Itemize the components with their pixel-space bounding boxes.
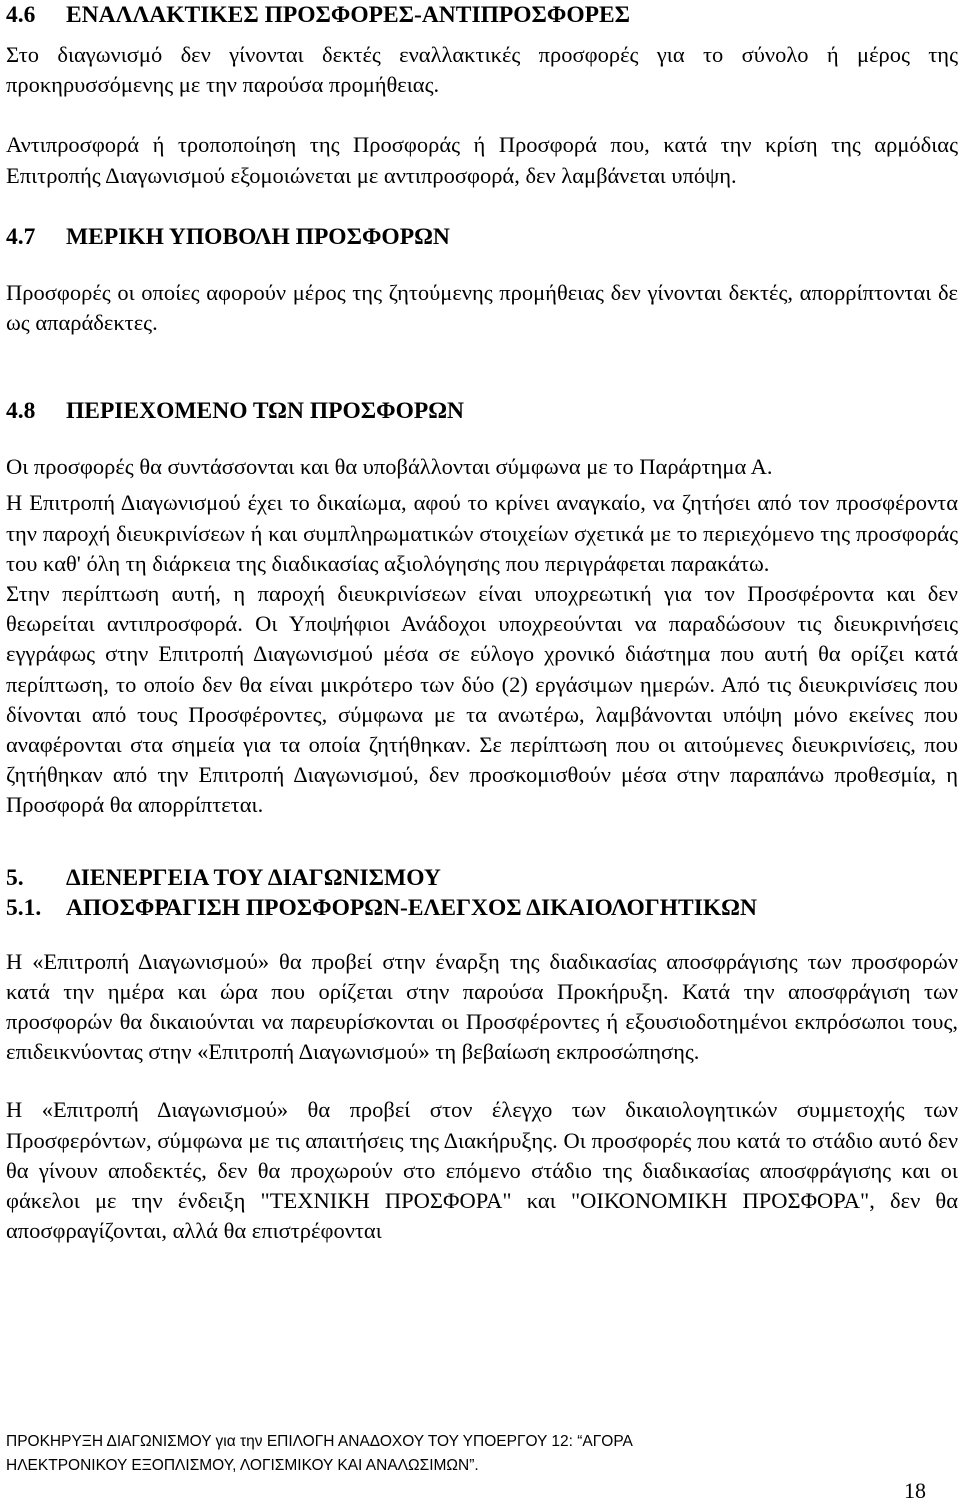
section-number: 4.7 [6, 223, 36, 250]
section-4-8-heading [6, 396, 958, 426]
section-4-7-heading [6, 222, 958, 252]
section-title: ΑΠΟΣΦΡΑΓΙΣΗ ΠΡΟΣΦΟΡΩΝ-ΕΛΕΓΧΟΣ ΔΙΚΑΙΟΛΟΓΗΤΙΚΩΝ [66, 894, 757, 921]
paragraph: Προσφορές οι οποίες αφορούν μέρος της ζητούμενης προμήθειας δεν γίνονται δεκτές, απορρίπτονται δε ως απαράδεκτες. [6, 279, 958, 336]
paragraph: Η Επιτροπή Διαγωνισμού έχει το δικαίωμα, αφού το κρίνει αναγκαίο, να ζητήσει από τον προσφέροντα την παροχή διευκρινίσεων ή και συμπληρωματικών στοιχείων σχετικά με το περιεχόμενο της προσφοράς του καθ' όλη τη διάρκεια της διαδικασίας αξιολόγησης που περιγράφεται παρακάτω. [6, 490, 958, 576]
document-page [6, 0, 958, 1246]
footer-line: ΗΛΕΚΤΡΟΝΙΚΟΥ ΕΞΟΠΛΙΣΜΟΥ, ΛΟΓΙΣΜΙΚΟΥ ΚΑΙ ΑΝΑΛΩΣΙΜΩΝ”. [6, 1457, 479, 1474]
page-number: 18 [904, 1478, 926, 1503]
footer-line: ΠΡΟΚΗΡΥΞΗ ΔΙΑΓΩΝΙΣΜΟΥ για την ΕΠΙΛΟΓΗ ΑΝΑΔΟΧΟΥ ΤΟΥ ΥΠΟΕΡΓΟΥ 12: “ΑΓΟΡΑ [6, 1433, 633, 1450]
paragraph: Στην περίπτωση αυτή, η παροχή διευκρινίσεων είναι υποχρεωτική για τον Προσφέροντα και δεν θεωρείται αντιπροσφορά. Οι Υποψήφιοι Ανάδοχοι υποχρεούνται να παραδώσουν τις διευκρινήσεις εγγράφως στην Επιτροπή Διαγωνισμού μέσα σε εύλογο χρονικό διάστημα που αυτή θα ορίζει κατά περίπτωση, το οποίο δεν θα είναι μικρότερο των δύο (2) εργάσιμων ημερών. Από τις διευκρινίσεις που δίνονται από τους Προσφέροντες, σύμφωνα με τα ανωτέρω, λαμβάνονται υπόψη μόνο εκείνες που αναφέρονται στα σημεία για τα οποία ζητήθηκαν. Σε περίπτωση που οι αιτούμενες διευκρινίσεις, που ζητήθηκαν από την Επιτροπή Διαγωνισμού, δεν προσκομισθούν μέσα στην παραπάνω προθεσμία, η Προσφορά θα απορρίπτεται. [6, 581, 958, 818]
paragraph: Αντιπροσφορά ή τροποποίηση της Προσφοράς ή Προσφορά που, κατά την κρίση της αρμόδιας Επιτροπής Διαγωνισμού εξομοιώνεται με αντιπροσφορά, δεν λαμβάνεται υπόψη. [6, 132, 958, 188]
paragraph: Η «Επιτροπή Διαγωνισμού» θα προβεί στον έλεγχο των δικαιολογητικών συμμετοχής των Προσφερόντων, σύμφωνα με τις απαιτήσεις της Διακήρυξης. Οι προσφορές που κατά το στάδιο αυτό δεν θα γίνουν αποδεκτές, δεν θα προχωρούν στο επόμενο στάδιο της διαδικασίας αποσφράγισης και οι φάκελοι με την ένδειξη "ΤΕΧΝΙΚΗ ΠΡΟΣΦΟΡΑ" και "ΟΙΚΟΝΟΜΙΚΗ ΠΡΟΣΦΟΡΑ", δεν θα αποσφραγίζονται, αλλά θα επιστρέφονται [6, 1097, 958, 1244]
section-4-6-heading [6, 0, 958, 30]
page-footer [6, 1430, 958, 1478]
paragraph: Η «Επιτροπή Διαγωνισμού» θα προβεί στην έναρξη της διαδικασίας αποσφράγισης των προσφορών κατά την ημέρα και ώρα που ορίζεται στην παρούσα Προκήρυξη. Κατά την αποσφράγιση των προσφορών θα δικαιούνται να παρευρίσκονται οι Προσφέροντες ή εξουσιοδοτημένοι εκπρόσωποι τους, επιδεικνύοντας στην «Επιτροπή Διαγωνισμού» τη βεβαίωση εκπροσώπησης. [6, 948, 958, 1065]
paragraph: Στο διαγωνισμό δεν γίνονται δεκτές εναλλακτικές προσφορές για το σύνολο ή μέρος της προκηρυσσόμενης με την παρούσα προμήθειας. [6, 42, 958, 98]
section-title: ΜΕΡΙΚΗ ΥΠΟΒΟΛΗ ΠΡΟΣΦΟΡΩΝ [66, 223, 450, 250]
section-number: 4.8 [6, 398, 36, 425]
section-title: ΔΙΕΝΕΡΓΕΙΑ ΤΟΥ ΔΙΑΓΩΝΙΣΜΟΥ [66, 864, 441, 891]
section-number: 5. [6, 864, 24, 891]
section-5-heading [6, 863, 958, 893]
section-5-1-heading [6, 893, 958, 923]
section-title: ΠΕΡΙΕΧΟΜΕΝΟ ΤΩΝ ΠΡΟΣΦΟΡΩΝ [66, 398, 465, 425]
section-title: ΕΝΑΛΛΑΚΤΙΚΕΣ ΠΡΟΣΦΟΡΕΣ-ΑΝΤΙΠΡΟΣΦΟΡΕΣ [66, 2, 631, 28]
paragraph: Οι προσφορές θα συντάσσονται και θα υποβάλλονται σύμφωνα με το Παράρτημα Α. [6, 454, 773, 480]
section-number: 5.1. [6, 894, 42, 921]
section-number: 4.6 [6, 2, 36, 28]
